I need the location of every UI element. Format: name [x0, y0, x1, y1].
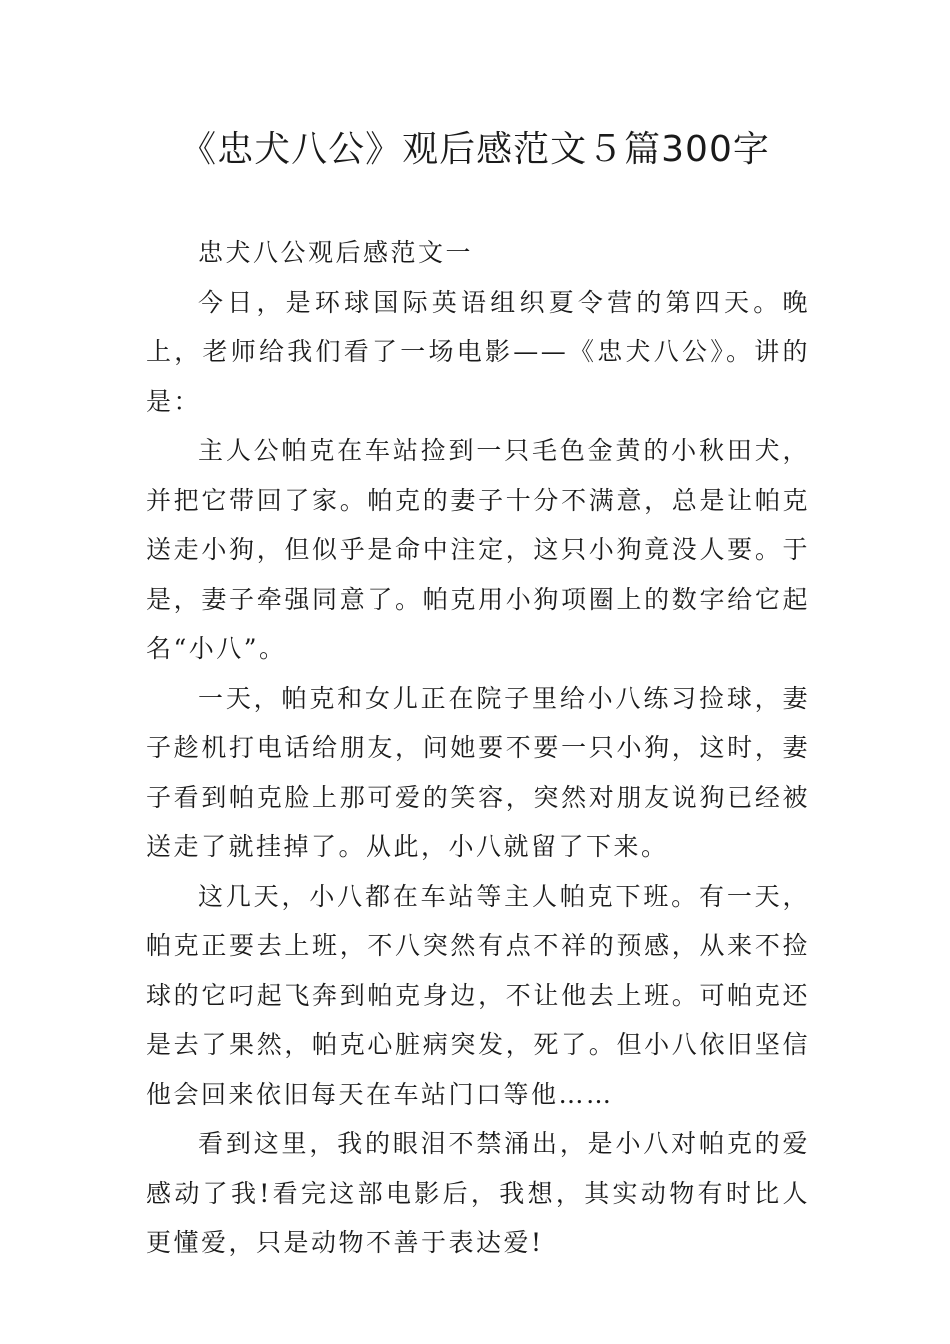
paragraph: 今日，是环球国际英语组织夏令营的第四天。晚上，老师给我们看了一场电影——《忠犬八公》。讲的是： [146, 287, 810, 416]
paragraph: 这几天，小八都在车站等主人帕克下班。有一天，帕克正要去上班，不八突然有点不祥的预感，从来不捡球的它叼起飞奔到帕克身边，不让他去上班。可帕克还是去了果然，帕克心脏病突发，死了。但小八依旧坚信他会回来依旧每天在车站门口等他…… [146, 881, 810, 1109]
paragraph: 主人公帕克在车站捡到一只毛色金黄的小秋田犬，并把它带回了家。帕克的妻子十分不满意，总是让帕克送走小狗，但似乎是命中注定，这只小狗竟没人要。于是，妻子牵强同意了。帕克用小狗项圈上的数字给它起名“小八”。 [146, 436, 810, 663]
paragraph: 一天，帕克和女儿正在院子里给小八练习捡球，妻子趁机打电话给朋友，问她要不要一只小狗，这时，妻子看到帕克脸上那可爱的笑容，突然对朋友说狗已经被送走了就挂掉了。从此，小八就留了下来。 [146, 683, 810, 861]
paragraph-heading: 忠犬八公观后感范文一 [198, 238, 474, 267]
paragraph: 看到这里，我的眼泪不禁涌出，是小八对帕克的爱感动了我!看完这部电影后，我想，其实动物有时比人更懂爱，只是动物不善于表达爱! [146, 1129, 810, 1257]
document-title: 《忠犬八公》观后感范文５篇300字 [180, 129, 770, 170]
document-body [146, 228, 810, 1268]
